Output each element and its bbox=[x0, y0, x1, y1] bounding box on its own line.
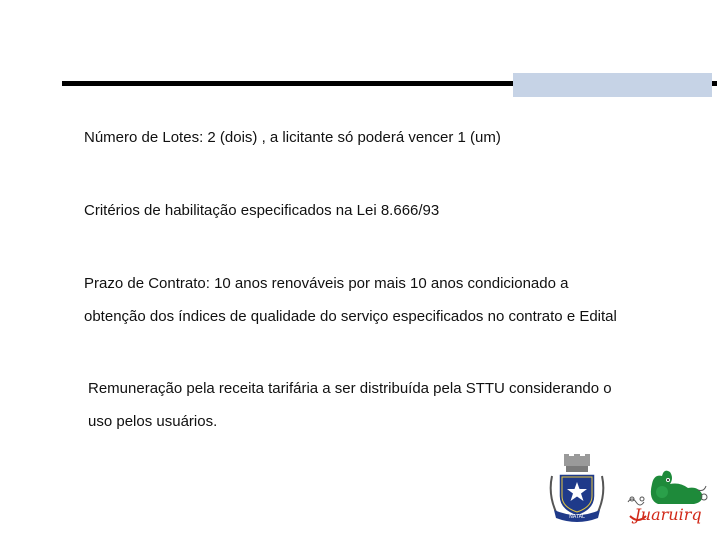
contract-term-line-2: obtenção dos índices de qualidade do serviço especificados no contrato e Edital bbox=[84, 308, 617, 325]
remuneration-line-2: uso pelos usuários. bbox=[88, 413, 218, 430]
qualification-paragraph: Critérios de habilitação especificados na Lei 8.666/93 bbox=[84, 202, 440, 219]
remuneration-line-1: Remuneração pela receita tarifária a ser distribuída pela STTU considerando o bbox=[88, 380, 612, 397]
mascot-script-text: Juaruirq bbox=[634, 505, 702, 524]
header-accent-block bbox=[513, 73, 712, 97]
green-mascot-icon bbox=[624, 466, 714, 526]
lots-paragraph: Número de Lotes: 2 (dois) , a licitante só poderá vencer 1 (um) bbox=[84, 129, 501, 146]
footer-logos bbox=[540, 452, 715, 532]
crest-banner-text: NATAL bbox=[569, 514, 585, 520]
natal-coat-of-arms-icon bbox=[546, 454, 608, 524]
contract-term-line-1: Prazo de Contrato: 10 anos renováveis por mais 10 anos condicionado a bbox=[84, 275, 569, 292]
